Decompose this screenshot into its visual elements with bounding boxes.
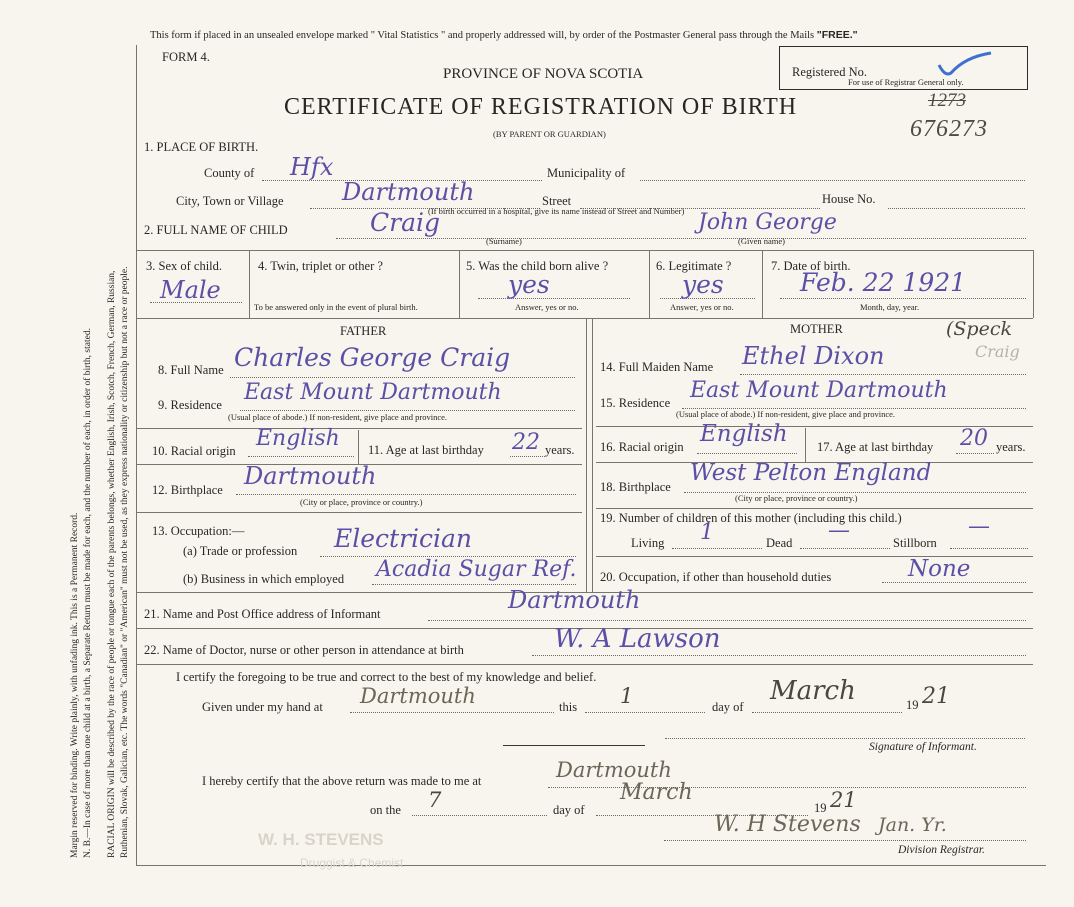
house-number-label: House No. [822, 192, 876, 206]
province-heading: PROVINCE OF NOVA SCOTIA [443, 66, 644, 82]
informant-address: Dartmouth [508, 586, 641, 614]
registrar-year: 21 [830, 788, 857, 812]
born-alive-note: Answer, yes or no. [515, 302, 579, 312]
registered-label: Registered No. [792, 65, 867, 79]
given-name-note: (Given name) [738, 236, 785, 246]
father-residence-note: (Usual place of abode.) If non-resident, give place and province. [228, 412, 448, 422]
margin-note-racial: RACIAL ORIGIN will be described by the race of people or tongue each of the parents belongs, whether English, Irish, Scotch, French, German, Russian, [107, 270, 117, 858]
mother-annotation-faint: Craig [975, 342, 1020, 361]
mother-residence-note: (Usual place of abode.) If non-resident, give place and province. [676, 409, 896, 419]
informant-label: 21. Name and Post Office address of Informant [144, 607, 381, 621]
city-label: City, Town or Village [176, 194, 284, 208]
place-of-birth-label: 1. PLACE OF BIRTH. [144, 140, 259, 154]
certificate-title: CERTIFICATE OF REGISTRATION OF BIRTH [284, 94, 798, 120]
this-label: this [559, 700, 578, 714]
dead-label: Dead [766, 536, 793, 550]
registrar-signature: W. H Stevens [714, 812, 861, 837]
legitimate-note: Answer, yes or no. [670, 302, 734, 312]
form-left-border [136, 45, 137, 865]
mother-racial-origin: English [700, 421, 788, 447]
father-trade: Electrician [334, 524, 473, 553]
registration-number-crossed: 1273 [928, 90, 966, 111]
father-occupation-label: 13. Occupation:— [152, 524, 245, 538]
certify-year-prefix: 19 [906, 698, 919, 712]
faint-stamp: W. H. STEVENS [258, 830, 384, 849]
father-business: Acadia Sugar Ref. [376, 557, 577, 582]
certificate-subtitle: (BY PARENT OR GUARDIAN) [493, 129, 606, 139]
mother-annotation: (Speck [946, 318, 1012, 340]
sex-value: Male [160, 276, 221, 304]
surname-note: (Surname) [486, 236, 522, 246]
margin-note-nb: N. B.—In case of more than one child at a birth, a Separate Return must be made for each, and the number of each, in order of birth, stated. [83, 328, 93, 858]
mother-age-unit: years. [996, 440, 1026, 454]
registrar-day: 7 [428, 788, 442, 812]
registrar-signature-suffix: Jan. Yr. [878, 814, 947, 836]
date-of-birth-label: 7. Date of birth. [771, 259, 851, 273]
mother-heading: MOTHER [790, 322, 843, 336]
child-name-label: 2. FULL NAME OF CHILD [144, 223, 288, 237]
mother-age-label: 17. Age at last birthday [817, 440, 934, 454]
father-business-label: (b) Business in which employed [183, 572, 345, 586]
mother-birthplace-label: 18. Birthplace [600, 480, 671, 494]
attendant-label: 22. Name of Doctor, nurse or other person in attendance at birth [144, 643, 464, 657]
mother-residence: East Mount Dartmouth [690, 378, 948, 403]
stillborn-count: — [968, 514, 990, 539]
form-bottom-border [136, 865, 1046, 866]
registrar-general-note: For use of Registrar General only. [848, 77, 964, 87]
given-under-label: Given under my hand at [202, 700, 323, 714]
father-trade-label: (a) Trade or profession [183, 544, 298, 558]
legitimate-label: 6. Legitimate ? [656, 259, 732, 273]
father-age-label: 11. Age at last birthday [368, 443, 484, 457]
mother-name-label: 14. Full Maiden Name [600, 360, 714, 374]
twin-label: 4. Twin, triplet or other ? [258, 259, 383, 273]
mother-birthplace: West Pelton England [690, 460, 932, 486]
day-of-label: day of [712, 700, 744, 714]
given-place: Dartmouth [360, 684, 476, 708]
faint-stamp-subline: Druggist & Chemist [300, 856, 404, 870]
registrar-year-prefix: 19 [814, 801, 827, 815]
postal-notice: This form if placed in an unsealed envelope marked " Vital Statistics " and properly addressed will, by order of the Postmaster General pass through the Mails "FREE." [150, 29, 858, 41]
mother-racial-label: 16. Racial origin [600, 440, 684, 454]
municipality-label: Municipality of [547, 166, 626, 180]
margin-note-racial-cont: Ruthenian, Slovak, Galician, etc. The words "Canadian" or "American" must not be used, as they express nationality or citizenship but not a race or people. [120, 266, 130, 858]
legitimate-value: yes [682, 270, 724, 299]
father-birthplace: Dartmouth [244, 462, 377, 490]
sex-label: 3. Sex of child. [146, 259, 223, 273]
father-residence-label: 9. Residence [158, 398, 222, 412]
dead-count: — [828, 518, 850, 543]
city-value: Dartmouth [342, 178, 475, 206]
father-racial-label: 10. Racial origin [152, 444, 236, 458]
born-alive-label: 5. Was the child born alive ? [466, 259, 609, 273]
father-age-unit: years. [545, 443, 575, 457]
children-count-label: 19. Number of children of this mother (including this child.) [600, 511, 902, 525]
father-name: Charles George Craig [234, 343, 511, 372]
county-value: Hfx [290, 153, 334, 181]
street-label: Street [542, 194, 572, 208]
hospital-note: (If birth occurred in a hospital, give its name instead of Street and Number) [428, 206, 685, 216]
registrar-place: Dartmouth [556, 758, 672, 782]
registrar-day-of-label: day of [553, 803, 585, 817]
registrar-statement: I hereby certify that the above return was made to me at [202, 774, 482, 788]
father-birthplace-note: (City or place, province or country.) [300, 497, 423, 507]
living-label: Living [631, 536, 665, 550]
twin-note: To be answered only in the event of plural birth. [254, 302, 418, 312]
child-given-name: John George [698, 210, 837, 235]
father-name-label: 8. Full Name [158, 363, 224, 377]
certify-year: 21 [922, 684, 950, 709]
margin-note-binding: Margin reserved for binding. Write plainly, with unfading ink. This is a Permanent Record. [70, 512, 80, 858]
father-age: 22 [512, 430, 540, 455]
mother-occupation: None [908, 556, 971, 582]
father-racial-origin: English [256, 426, 340, 451]
living-count: 1 [700, 520, 714, 545]
informant-signature-label: Signature of Informant. [869, 741, 977, 753]
certify-day: 1 [620, 684, 634, 708]
checkmark-icon [935, 51, 995, 79]
form-number: FORM 4. [162, 50, 210, 64]
mother-age: 20 [960, 426, 988, 451]
attendant-name: W. A Lawson [554, 624, 721, 654]
certify-statement: I certify the foregoing to be true and correct to the best of my knowledge and belief. [176, 670, 597, 684]
mother-occupation-label: 20. Occupation, if other than household duties [600, 570, 832, 584]
county-label: County of [204, 166, 255, 180]
date-of-birth-note: Month, day, year. [860, 302, 920, 312]
registration-number: 676273 [910, 116, 988, 142]
date-of-birth-value: Feb. 22 1921 [800, 268, 967, 297]
mother-birthplace-note: (City or place, province or country.) [735, 493, 858, 503]
born-alive-value: yes [508, 270, 550, 299]
registrar-month: March [620, 780, 693, 805]
division-registrar-label: Division Registrar. [898, 844, 985, 856]
father-residence: East Mount Dartmouth [244, 380, 502, 405]
child-surname: Craig [370, 208, 440, 237]
father-heading: FATHER [340, 324, 387, 338]
father-birthplace-label: 12. Birthplace [152, 483, 223, 497]
registered-number-box [779, 46, 1028, 90]
mother-residence-label: 15. Residence [600, 396, 671, 410]
registrar-on-the-label: on the [370, 803, 401, 817]
certify-month: March [770, 676, 856, 706]
mother-maiden-name: Ethel Dixon [742, 342, 885, 370]
stillborn-label: Stillborn [893, 536, 937, 550]
